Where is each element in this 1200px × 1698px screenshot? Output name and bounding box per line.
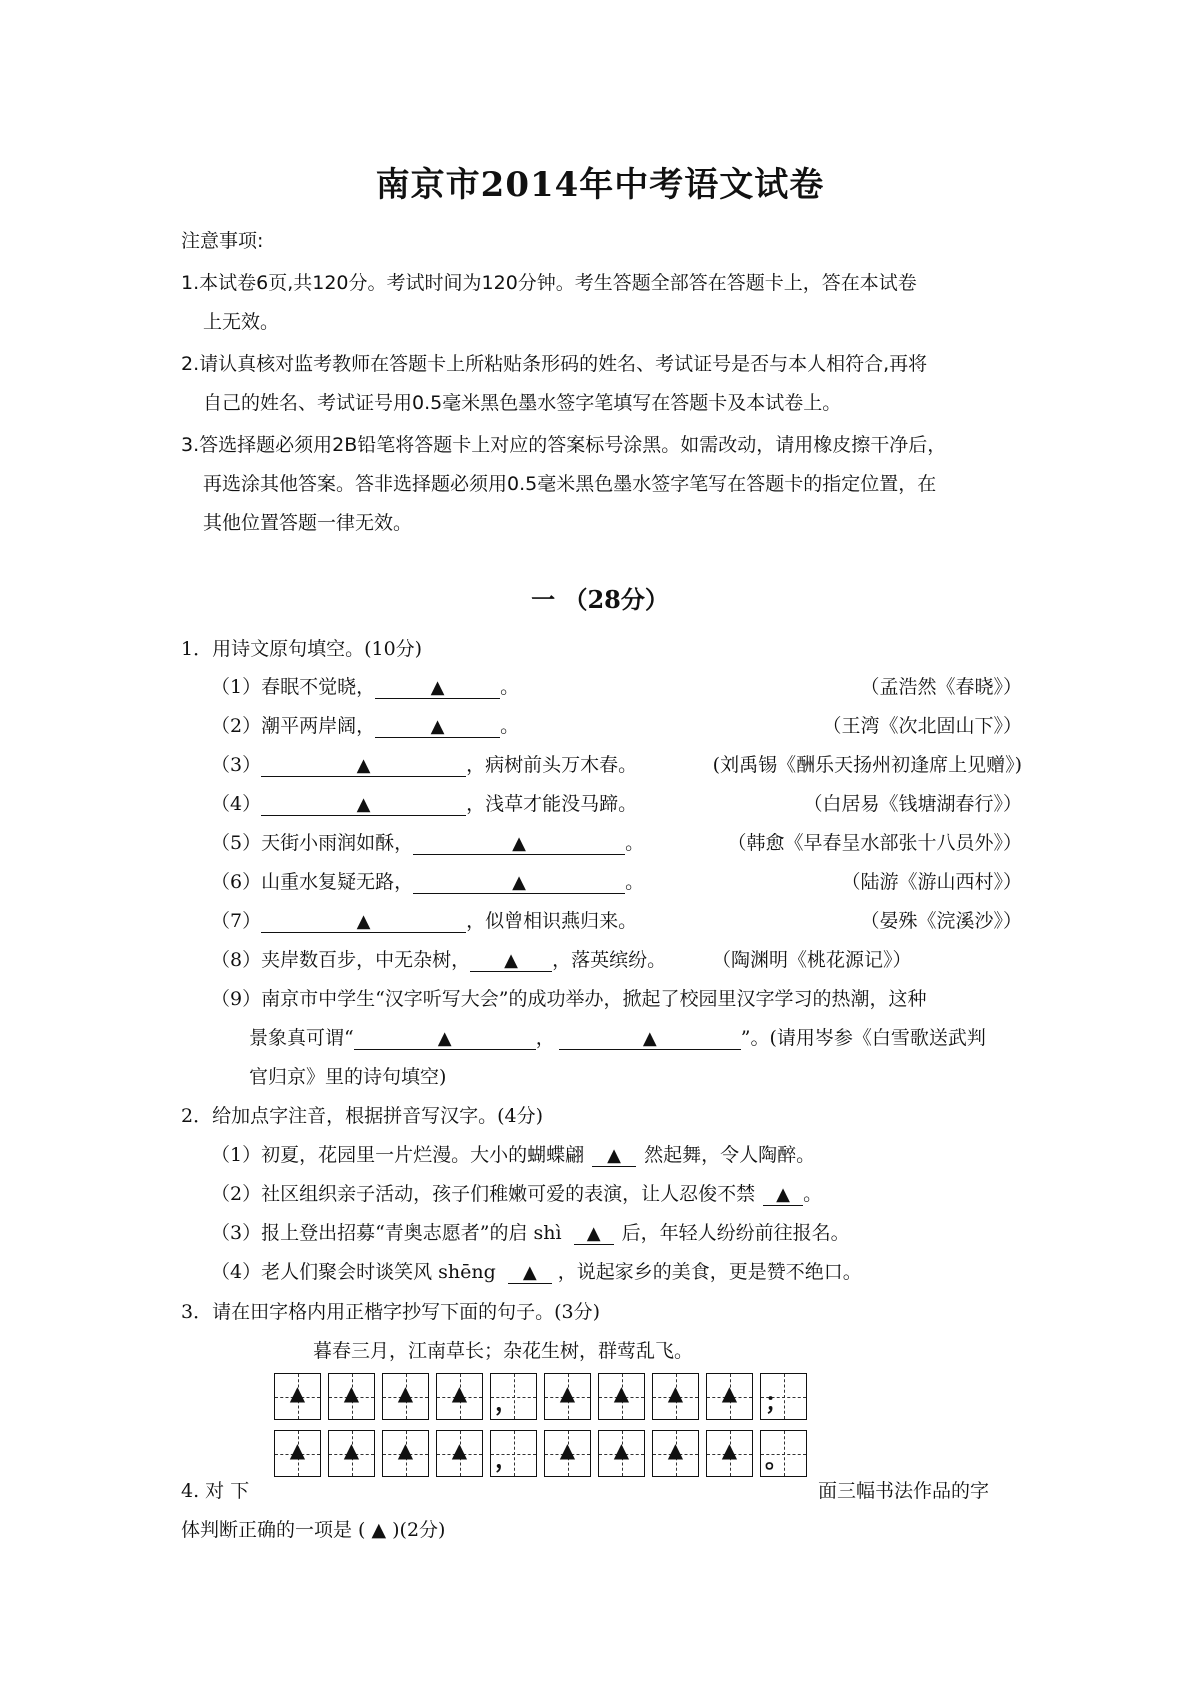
q3-sentence: 暮春三月，江南草长；杂花生树，群莺乱飞。 [313,1340,694,1362]
note-1-line2: 上无效。 [203,311,280,333]
note-3-line2: 再选涂其他答案。答非选择题必须用0.5毫米黑色墨水签字笔写在答题卡的指定位置，在 [203,473,937,495]
q1-item-7: （7） ▲ ，似曾相识燕归来。 [211,910,638,932]
section-one-heading: 一 （28分） [531,585,669,614]
tianzige-cell[interactable]: ▲ [274,1373,321,1420]
q1-item-9-line2: 景象真可谓“ ▲ ， ▲ ”。(请用岑参《白雪歌送武判 [249,1027,986,1049]
q1-source-3: (刘禹锡《酬乐天扬州初逢席上见赠》) [712,754,1022,776]
answer-blank[interactable]: ▲ [508,1262,552,1284]
tianzige-cell[interactable]: ▲ [382,1373,429,1420]
tianzige-cell[interactable]: ▲ [706,1373,753,1420]
tianzige-cell[interactable]: ▲ [598,1373,645,1420]
q2-stem: 2．给加点字注音，根据拼音写汉字。(4分) [181,1105,544,1127]
page-title: 南京市2014年中考语文试卷 [375,165,825,205]
tianzige-row-2 [274,1430,807,1477]
q1-source-4: （白居易《钱塘湖春行》） [803,793,1022,815]
q1-source-5: （韩愈《早春呈水部张十八员外》） [727,832,1022,854]
q1-item-9-line1: （9）南京市中学生“汉字听写大会”的成功举办，掀起了校园里汉字学习的热潮，这种 [211,988,927,1010]
answer-blank[interactable]: ▲ [592,1145,636,1167]
answer-blank[interactable]: ▲ [413,872,625,894]
tianzige-cell[interactable]: ； [760,1373,807,1420]
answer-blank[interactable]: ▲ [574,1223,614,1245]
tianzige-cell[interactable]: ▲ [436,1373,483,1420]
tianzige-cell[interactable]: ▲ [544,1373,591,1420]
notes-heading: 注意事项: [181,230,264,252]
answer-blank[interactable]: ▲ [413,833,625,855]
tianzige-cell[interactable]: ▲ [328,1430,375,1477]
q2-item-4: （4）老人们聚会时谈笑风 shēng ▲ ，说起家乡的美食，更是赞不绝口。 [211,1261,862,1283]
q4-line1-left: 4. 对 下 [181,1480,250,1502]
tianzige-cell[interactable]: ▲ [328,1373,375,1420]
tianzige-cell[interactable]: ▲ [706,1430,753,1477]
q1-source-7: （晏殊《浣溪沙》） [860,910,1022,932]
q1-item-2: （2）潮平两岸阔， ▲ 。 [211,715,520,737]
q1-source-6: （陆游《游山西村》） [841,871,1022,893]
q1-item-8: （8）夹岸数百步，中无杂树， ▲ ，落英缤纷。 [211,949,667,971]
q1-stem: 1．用诗文原句填空。(10分) [181,638,423,660]
answer-blank[interactable]: ▲ [470,950,552,972]
q1-source-1: （孟浩然《春晓》） [860,676,1022,698]
q1-source-8: （陶渊明《桃花源记》） [712,949,912,971]
answer-blank[interactable]: ▲ [559,1028,741,1050]
q4-line1-right: 面三幅书法作品的字 [818,1480,990,1502]
tianzige-cell[interactable]: ▲ [652,1430,699,1477]
note-3-line3: 其他位置答题一律无效。 [203,512,413,534]
note-1-line1: 1.本试卷6页,共120分。考试时间为120分钟。考生答题全部答在答题卡上，答在本试卷 [181,272,917,294]
q2-item-1: （1）初夏，花园里一片烂漫。大小的蝴蝶翩 ▲ 然起舞，令人陶醉。 [211,1144,816,1166]
q2-item-3: （3）报上登出招募“青奥志愿者”的启 shì ▲ 后，年轻人纷纷前往报名。 [211,1222,850,1244]
tianzige-cell[interactable]: ▲ [598,1430,645,1477]
note-2-line2: 自己的姓名、考试证号用0.5毫米黑色墨水签字笔填写在答题卡及本试卷上。 [203,392,842,414]
q1-item-3: （3） ▲ ，病树前头万木春。 [211,754,638,776]
tianzige-cell[interactable]: ▲ [652,1373,699,1420]
q1-item-1: （1）春眠不觉晓， ▲ 。 [211,676,520,698]
tianzige-cell[interactable]: ▲ [382,1430,429,1477]
q1-item-5: （5）天街小雨润如酥， ▲ 。 [211,832,645,854]
tianzige-cell[interactable]: ， [490,1373,537,1420]
answer-blank[interactable]: ▲ [261,911,466,933]
answer-blank[interactable]: ▲ [375,677,500,699]
tianzige-cell[interactable]: 。 [760,1430,807,1477]
q1-item-6: （6）山重水复疑无路， ▲ 。 [211,871,645,893]
answer-blank[interactable]: ▲ [261,755,466,777]
tianzige-cell[interactable]: ▲ [274,1430,321,1477]
note-3-line1: 3.答选择题必须用2B铅笔将答题卡上对应的答案标号涂黑。如需改动，请用橡皮擦干净后， [181,434,947,456]
tianzige-row-1 [274,1373,807,1420]
q1-item-9-line3: 官归京》里的诗句填空) [249,1066,447,1088]
q2-item-2: （2）社区组织亲子活动，孩子们稚嫩可爱的表演，让人忍俊不禁 ▲ 。 [211,1183,823,1205]
answer-blank[interactable]: ▲ [375,716,500,738]
answer-blank[interactable]: ▲ [763,1184,803,1206]
answer-blank[interactable]: ▲ [261,794,466,816]
tianzige-cell[interactable]: ， [490,1430,537,1477]
q4-line2: 体判断正确的一项是 ( ▲ )(2分) [181,1519,446,1541]
q1-item-4: （4） ▲ ，浅草才能没马蹄。 [211,793,638,815]
note-2-line1: 2.请认真核对监考教师在答题卡上所粘贴条形码的姓名、考试证号是否与本人相符合,再将 [181,353,928,375]
tianzige-cell[interactable]: ▲ [544,1430,591,1477]
answer-blank[interactable]: ▲ [354,1028,536,1050]
q1-source-2: （王湾《次北固山下》） [822,715,1022,737]
tianzige-cell[interactable]: ▲ [436,1430,483,1477]
q3-stem: 3．请在田字格内用正楷字抄写下面的句子。(3分) [181,1301,601,1323]
